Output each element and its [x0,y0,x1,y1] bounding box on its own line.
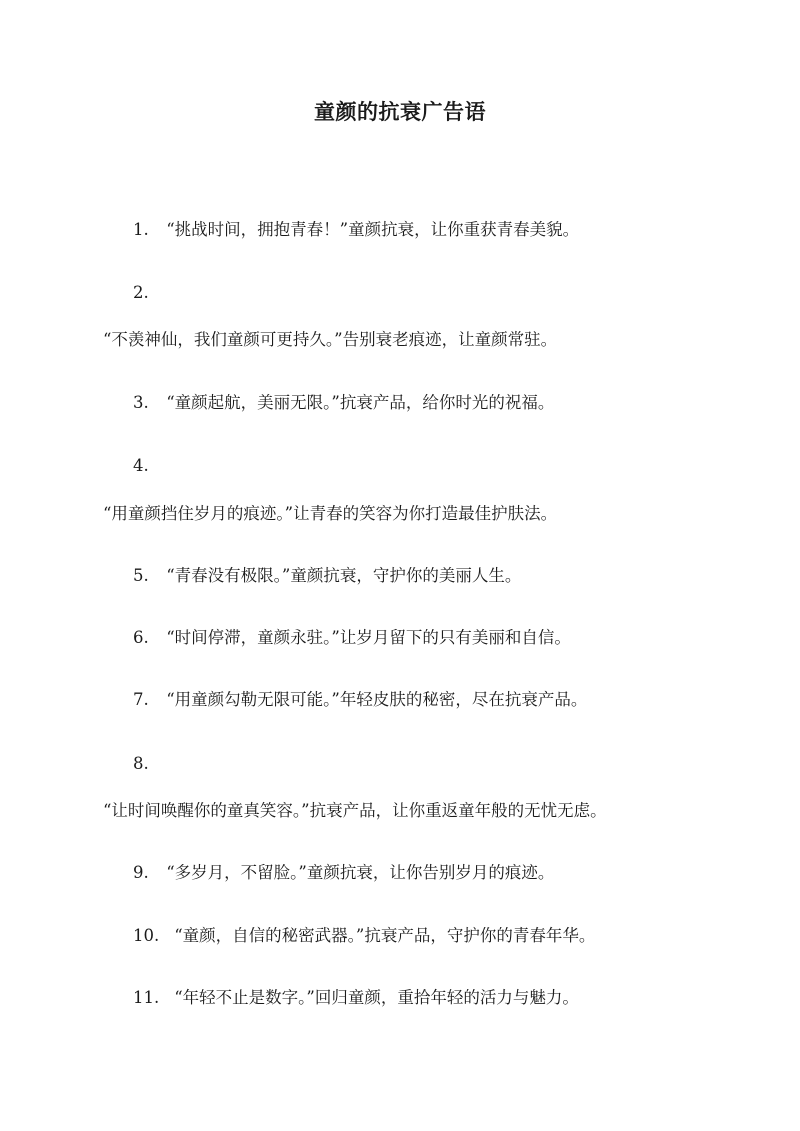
item-number: 7. [133,690,149,709]
item-number: 9. [133,863,149,882]
document-title: 童颜的抗衰广告语 [314,99,486,124]
item-text: “让时间唤醒你的童真笑容。”抗衰产品，让你重返童年般的无忧无虑。 [103,801,607,820]
list-item-number-line [133,752,161,776]
item-number: 1. [133,220,149,239]
item-text: “时间停滞，童颜永驻。”让岁月留下的只有美丽和自信。 [166,628,571,647]
list-item [133,861,554,885]
item-number: 5. [133,566,149,585]
list-item [133,688,587,712]
item-text: “用童颜勾勒无限可能。”年轻皮肤的秘密，尽在抗衰产品。 [166,690,588,709]
item-text: “年轻不止是数字。”回归童颜，重拾年轻的活力与魅力。 [174,988,579,1007]
item-text: “青春没有极限。”童颜抗衰，守护你的美丽人生。 [166,566,522,585]
item-text: “挑战时间，拥抱青春！”童颜抗衰，让你重获青春美貌。 [166,220,580,239]
list-item-number-line [133,281,161,305]
list-item-text-line [103,799,607,823]
list-item-text-line [103,502,557,526]
list-item [133,564,521,588]
item-text: “用童颜挡住岁月的痕迹。”让青春的笑容为你打造最佳护肤法。 [103,504,558,523]
item-number: 6. [133,628,149,647]
item-number: 3. [133,393,149,412]
item-text: “童颜起航，美丽无限。”抗衰产品，给你时光的祝福。 [166,393,555,412]
list-item-text-line [103,328,557,352]
list-item [133,924,595,948]
list-item [133,986,579,1010]
item-number: 8. [133,754,149,773]
list-item-number-line [133,454,161,478]
item-text: “不羡神仙，我们童颜可更持久。”告别衰老痕迹，让童颜常驻。 [103,330,558,349]
list-item [133,626,571,650]
item-text: “多岁月，不留脸。”童颜抗衰，让你告别岁月的痕迹。 [166,863,555,882]
list-item [133,391,554,415]
item-number: 2. [133,283,149,302]
item-number: 10. [133,926,160,945]
item-number: 11. [133,988,160,1007]
item-number: 4. [133,456,149,475]
list-item [133,218,579,242]
item-text: “童颜，自信的秘密武器。”抗衰产品，守护你的青春年华。 [174,926,596,945]
